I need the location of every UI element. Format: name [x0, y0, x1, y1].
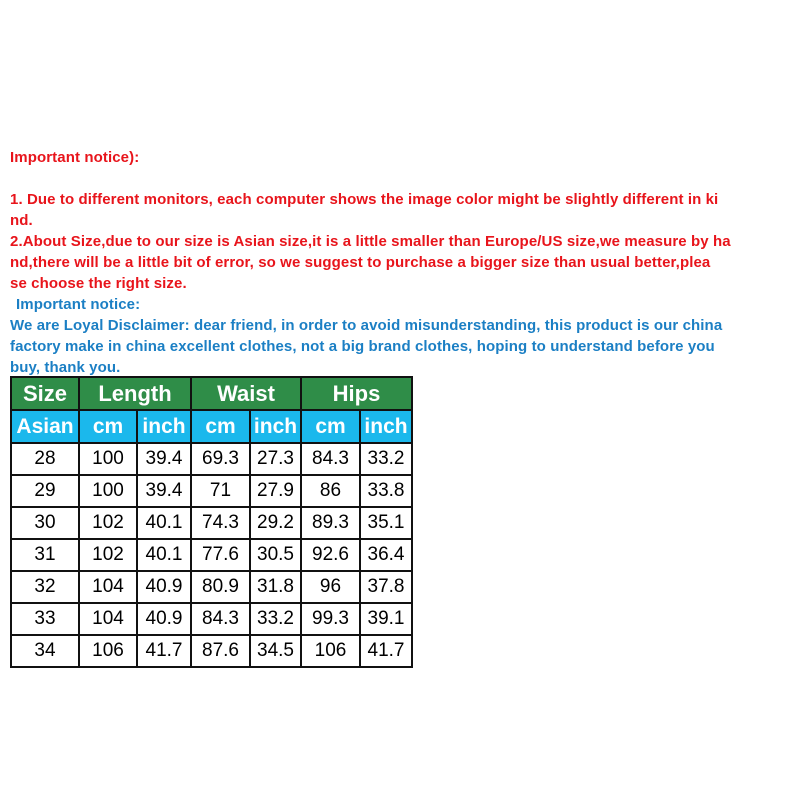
cell-hips-cm: 84.3 — [301, 443, 360, 475]
cell-waist-inch: 29.2 — [250, 507, 301, 539]
cell-length-inch: 40.9 — [137, 603, 191, 635]
unit-hips-cm: cm — [301, 410, 360, 443]
cell-size: 33 — [11, 603, 79, 635]
cell-waist-cm: 74.3 — [191, 507, 250, 539]
second-notice-title: Important notice: — [16, 296, 141, 313]
cell-hips-cm: 96 — [301, 571, 360, 603]
cell-hips-cm: 86 — [301, 475, 360, 507]
cell-waist-inch: 30.5 — [250, 539, 301, 571]
unit-asian: Asian — [11, 410, 79, 443]
cell-waist-cm: 71 — [191, 475, 250, 507]
unit-waist-inch: inch — [250, 410, 301, 443]
size-table-header-row — [11, 377, 412, 410]
cell-hips-cm: 106 — [301, 635, 360, 667]
cell-length-inch: 40.1 — [137, 539, 191, 571]
cell-length-cm: 106 — [79, 635, 137, 667]
unit-length-cm: cm — [79, 410, 137, 443]
cell-waist-cm: 77.6 — [191, 539, 250, 571]
cell-waist-inch: 31.8 — [250, 571, 301, 603]
table-row — [11, 475, 412, 507]
cell-waist-inch: 34.5 — [250, 635, 301, 667]
cell-hips-inch: 41.7 — [360, 635, 412, 667]
cell-length-inch: 41.7 — [137, 635, 191, 667]
cell-waist-cm: 87.6 — [191, 635, 250, 667]
cell-length-inch: 39.4 — [137, 443, 191, 475]
size-table-unit-row — [11, 410, 412, 443]
cell-hips-inch: 36.4 — [360, 539, 412, 571]
table-row — [11, 571, 412, 603]
cell-length-cm: 102 — [79, 507, 137, 539]
table-row — [11, 603, 412, 635]
cell-hips-inch: 39.1 — [360, 603, 412, 635]
cell-waist-inch: 27.9 — [250, 475, 301, 507]
cell-waist-cm: 84.3 — [191, 603, 250, 635]
cell-hips-cm: 89.3 — [301, 507, 360, 539]
cell-length-cm: 102 — [79, 539, 137, 571]
notice-item-2-line-3: se choose the right size. — [10, 275, 187, 292]
cell-length-cm: 104 — [79, 571, 137, 603]
cell-length-inch: 40.1 — [137, 507, 191, 539]
unit-waist-cm: cm — [191, 410, 250, 443]
cell-size: 30 — [11, 507, 79, 539]
header-size: Size — [11, 377, 79, 410]
notice-spacer — [10, 168, 808, 189]
disclaimer-line-1: We are Loyal Disclaimer: dear friend, in order to avoid misunderstanding, this product is our china — [10, 317, 723, 334]
cell-hips-cm: 99.3 — [301, 603, 360, 635]
header-length: Length — [79, 377, 191, 410]
cell-hips-cm: 92.6 — [301, 539, 360, 571]
cell-length-inch: 39.4 — [137, 475, 191, 507]
cell-waist-inch: 33.2 — [250, 603, 301, 635]
cell-waist-cm: 69.3 — [191, 443, 250, 475]
cell-length-inch: 40.9 — [137, 571, 191, 603]
cell-length-cm: 100 — [79, 443, 137, 475]
size-chart-table — [10, 376, 413, 668]
cell-size: 34 — [11, 635, 79, 667]
cell-size: 28 — [11, 443, 79, 475]
table-row — [11, 539, 412, 571]
notice-item-1-line-2: nd. — [10, 212, 33, 229]
cell-size: 31 — [11, 539, 79, 571]
cell-hips-inch: 33.2 — [360, 443, 412, 475]
cell-hips-inch: 37.8 — [360, 571, 412, 603]
header-hips: Hips — [301, 377, 412, 410]
notice-item-2-line-1: 2.About Size,due to our size is Asian size,it is a little smaller than Europe/US size,we measure by ha — [10, 233, 731, 250]
cell-hips-inch: 35.1 — [360, 507, 412, 539]
unit-hips-inch: inch — [360, 410, 412, 443]
cell-size: 29 — [11, 475, 79, 507]
table-row — [11, 635, 412, 667]
cell-size: 32 — [11, 571, 79, 603]
disclaimer-line-3: buy, thank you. — [10, 359, 121, 376]
cell-waist-inch: 27.3 — [250, 443, 301, 475]
cell-hips-inch: 33.8 — [360, 475, 412, 507]
notice-title: Important notice): — [10, 149, 140, 166]
cell-waist-cm: 80.9 — [191, 571, 250, 603]
notice-item-2-line-2: nd,there will be a little bit of error, so we suggest to purchase a bigger size than usual better,plea — [10, 254, 711, 271]
cell-length-cm: 100 — [79, 475, 137, 507]
table-row — [11, 443, 412, 475]
header-waist: Waist — [191, 377, 301, 410]
cell-length-cm: 104 — [79, 603, 137, 635]
notice-item-1-line-1: 1. Due to different monitors, each computer shows the image color might be slightly different in ki — [10, 191, 719, 208]
table-row — [11, 507, 412, 539]
unit-length-inch: inch — [137, 410, 191, 443]
disclaimer-line-2: factory make in china excellent clothes, not a big brand clothes, hoping to understand before you — [10, 338, 715, 355]
notice-block — [10, 147, 808, 378]
